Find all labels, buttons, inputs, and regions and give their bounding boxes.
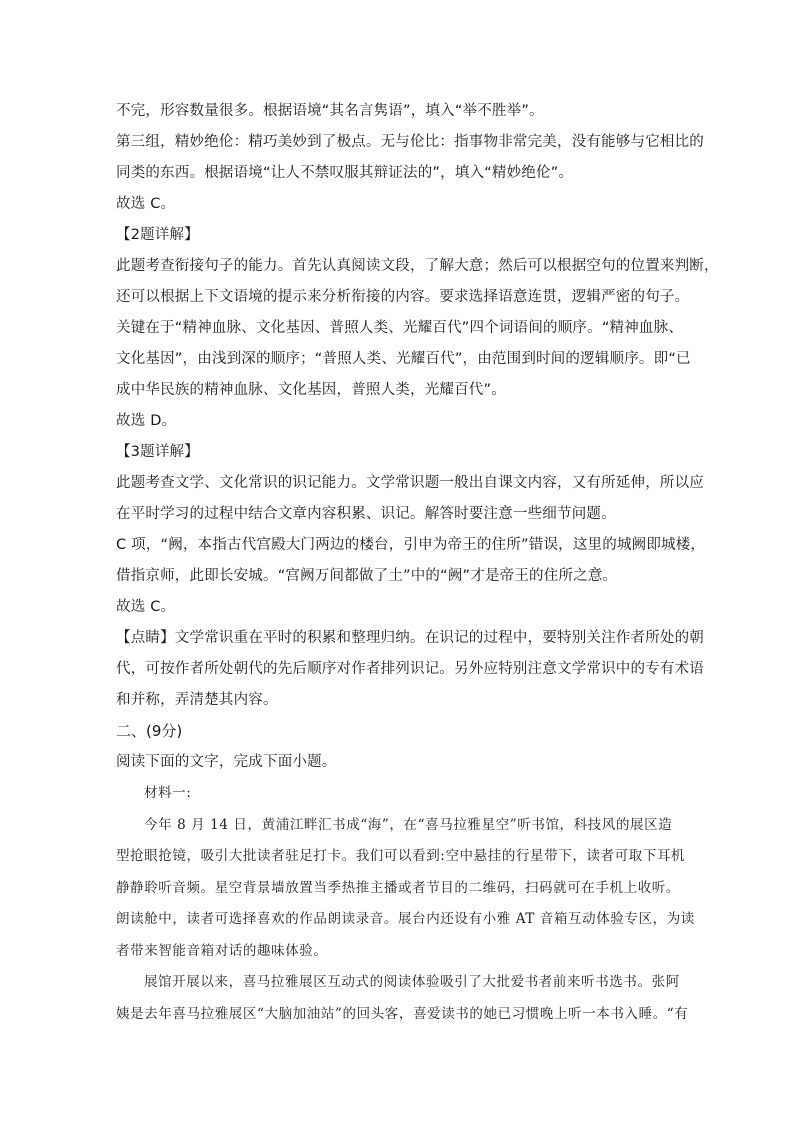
answer-line: 关键在于“精神血脉、文化基因、普照人类、光耀百代”四个词语间的顺序。“精神血脉、 [116,320,684,336]
answer-line: 第三组，精妙绝伦：精巧美妙到了极点。无与伦比：指事物非常完美，没有能够与它相比的 [116,134,704,150]
answer-line: 此题考查文学、文化常识的识记能力。文学常识题一般出自课文内容，又有所延伸，所以应 [116,475,704,491]
document-page [116,96,719,1030]
answer-line: 借指京师，此即长安城。“宫阙万间都做了土”中的“阙”才是帝王的住所之意。 [116,568,618,584]
question-2-heading: 【2题详解】 [116,227,199,243]
answer-line: C 项，“阙，本指古代宫殿大门两边的楼台，引申为帝王的住所”错误，这里的城阙即城楼， [116,537,706,553]
answer-line: 在平时学习的过程中结合文章内容积累、识记。解答时要注意一些细节问题。 [116,506,616,522]
material-label: 材料一: [144,785,192,801]
answer-line: 还可以根据上下文语境的提示来分析衔接的内容。要求选择语意连贯，逻辑严密的句子。 [116,289,690,305]
material-line: 型抢眼抢镜，吸引大批读者驻足打卡。我们可以看到:空中悬挂的行星带下，读者可取下耳机 [116,848,686,864]
material-line: 朗读舱中，读者可选择喜欢的作品朗读录音。展台内还设有小雅 AT 音箱互动体验专区，为读 [116,911,695,927]
answer-choice: 故选 D。 [116,413,177,429]
answer-choice: 故选 C。 [116,599,176,615]
answer-line: 同类的东西。根据语境“让人不禁叹服其辩证法的”，填入“精妙绝伦”。 [116,165,574,181]
material-line: 今年 8 月 14 日，黄浦江畔汇书成“海”，在“喜马拉雅星空”听书馆，科技风的展区造 [144,816,673,833]
answer-line: 成中华民族的精神血脉、文化基因，普照人类，光耀百代”。 [116,382,506,398]
material-line: 者带来智能音箱对话的趣味体验。 [116,942,328,959]
material-line: 静静聆听音频。星空背景墙放置当季热推主播或者节目的二维码，扫码就可在手机上收听。 [116,879,680,896]
section-two-title: 二、(9分) [116,722,183,740]
material-line: 姨是去年喜马拉雅展区“大脑加油站”的回头客，喜爱读书的她已习惯晚上听一本书入睡。“有 [116,1005,689,1022]
key-point-line: 【点睛】文学常识重在平时的积累和整理归纳。在识记的过程中，要特别关注作者所处的朝 [116,630,704,646]
answer-choice: 故选 C。 [116,196,176,212]
key-point-line: 代，可按作者所处朝代的先后顺序对作者排列识记。另外应特别注意文学常识中的专有术语 [116,661,704,677]
answer-line: 文化基因”，由浅到深的顺序；“普照人类、光耀百代”，由范围到时间的逻辑顺序。即“已 [116,351,691,367]
answer-line: 此题考查衔接句子的能力。首先认真阅读文段，了解大意；然后可以根据空句的位置来判断， [116,258,719,274]
material-line: 展馆开展以来，喜马拉雅展区互动式的阅读体验吸引了大批爱书者前来听书选书。张阿 [144,974,680,990]
answer-line: 不完，形容数量很多。根据语境“其名言隽语”，填入“举不胜举”。 [116,103,544,119]
reading-instruction: 阅读下面的文字，完成下面小题。 [116,754,337,770]
question-3-heading: 【3题详解】 [116,444,199,460]
key-point-line: 和并称，弄清楚其内容。 [116,692,278,708]
